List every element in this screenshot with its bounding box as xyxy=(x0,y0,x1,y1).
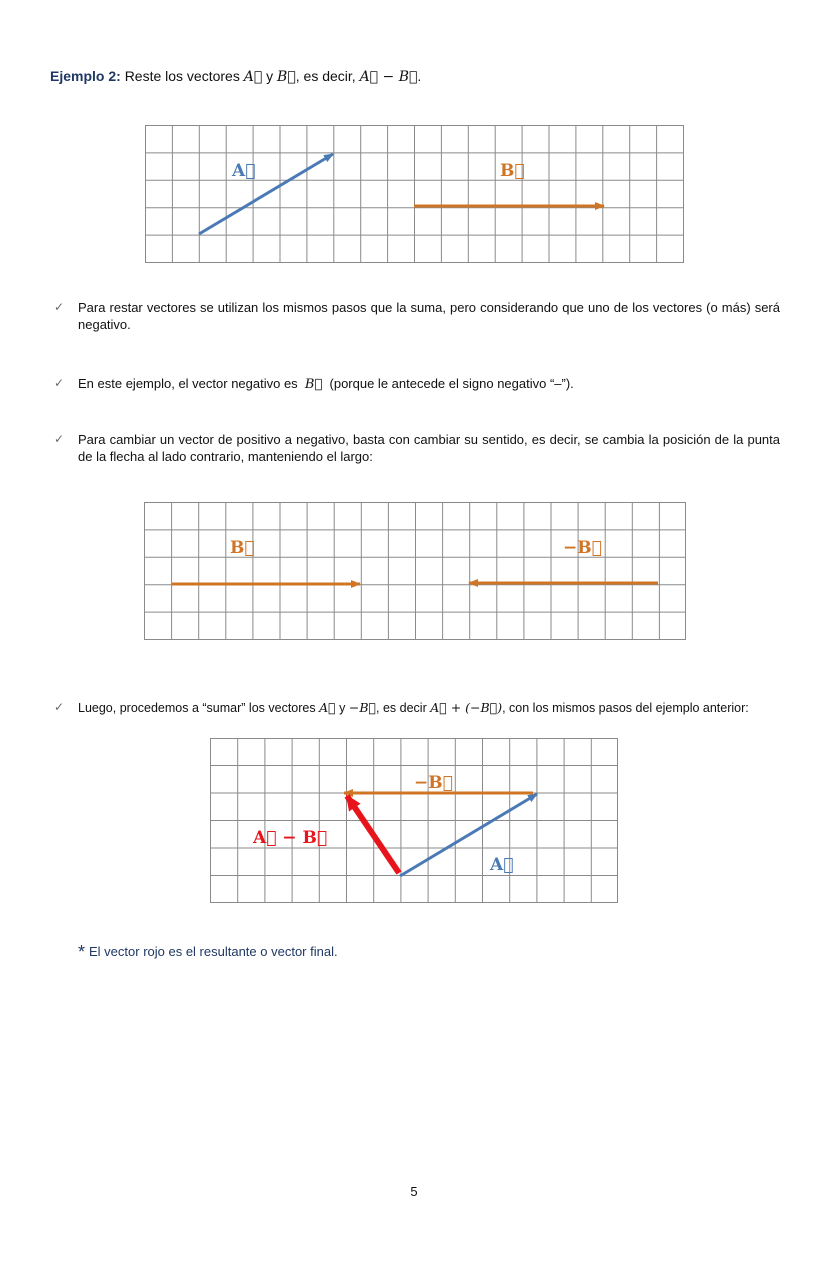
heading-period: . xyxy=(417,68,422,84)
bullet-1-text: Para restar vectores se utilizan los mismos pasos que la suma, pero considerando que uno de los vectores (o más) será negativo. xyxy=(78,300,780,332)
bullet-4-suffix: , con los mismos pasos del ejemplo anterior: xyxy=(502,701,749,715)
figure2-label-neg-b: −B⃗ xyxy=(563,538,602,558)
bullet-4-conjunction: y xyxy=(339,701,346,715)
asterisk-icon: * xyxy=(78,942,86,962)
figure3-grid xyxy=(210,738,618,903)
figure1-label-a: A⃗ xyxy=(232,161,256,181)
bullet-2-text xyxy=(78,375,780,393)
bullet-3-text: Para cambiar un vector de positivo a negativo, basta con cambiar su sentido, es decir, se cambia la posición de la punta de la flecha al lado contrario, manteniendo el largo: xyxy=(78,432,780,464)
bullet-2 xyxy=(54,375,780,393)
figure1-vector-a xyxy=(199,154,333,234)
checkmark-icon: ✓ xyxy=(54,432,65,446)
bullet-4-prefix: Luego, procedemos a “sumar” los vectores xyxy=(78,701,316,715)
heading-text-mid: , es decir, xyxy=(295,68,356,84)
bullet-2-prefix: En este ejemplo, el vector negativo es xyxy=(78,376,298,391)
bullet-4 xyxy=(54,699,794,717)
bullet-4-expression: A⃗ + (−B⃗) xyxy=(430,700,503,715)
example-label: Ejemplo 2: xyxy=(50,68,121,84)
heading-text: Reste los vectores xyxy=(124,68,240,84)
figure3-label-result: A⃗ − B⃗ xyxy=(253,828,328,848)
figure3-label-neg-b: −B⃗ xyxy=(414,773,453,793)
figure1-grid xyxy=(145,125,684,263)
figure1-label-b: B⃗ xyxy=(500,161,525,181)
heading-vector-b: B⃗ xyxy=(277,69,296,85)
bullet-4-neg-vector-b: −B⃗ xyxy=(348,700,377,715)
bullet-2-vector: B⃗ xyxy=(304,377,323,392)
figure3-vector-a xyxy=(400,794,537,876)
figure2-grid xyxy=(144,502,686,640)
bullet-1 xyxy=(54,299,780,333)
heading-expression: A⃗ − B⃗ xyxy=(359,69,418,85)
figure3-resultant-vector xyxy=(347,796,399,873)
page-number: 5 xyxy=(410,1184,418,1199)
bullet-4-text xyxy=(78,699,794,717)
bullet-3 xyxy=(54,431,780,465)
bullet-4-mid: , es decir xyxy=(376,701,427,715)
footnote-text: El vector rojo es el resultante o vector final. xyxy=(89,944,338,959)
figure3-label-a: A⃗ xyxy=(490,855,514,875)
bullet-2-suffix: (porque le antecede el signo negativo “–”). xyxy=(329,376,574,391)
heading-conjunction: y xyxy=(266,68,274,84)
figure2-label-b: B⃗ xyxy=(230,538,255,558)
checkmark-icon: ✓ xyxy=(54,700,65,714)
bullet-4-vector-a: A⃗ xyxy=(319,700,336,715)
checkmark-icon: ✓ xyxy=(54,376,65,390)
checkmark-icon: ✓ xyxy=(54,300,65,314)
heading-vector-a: A⃗ xyxy=(243,69,263,85)
footnote xyxy=(78,942,338,963)
